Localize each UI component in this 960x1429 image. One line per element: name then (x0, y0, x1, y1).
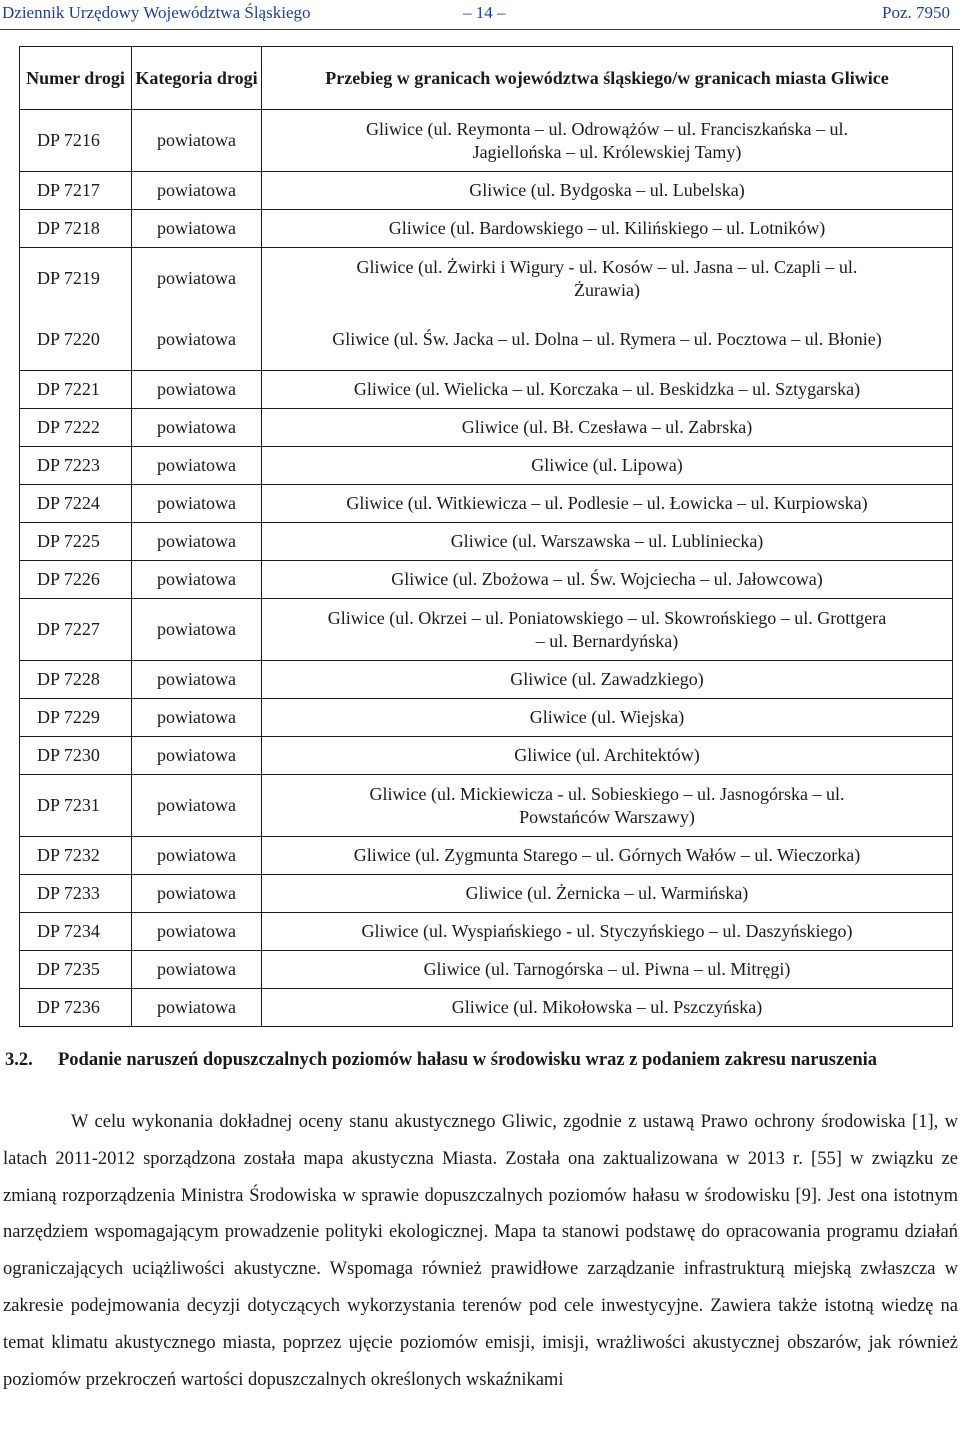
road-number: DP 7233 (20, 875, 132, 913)
road-route: Gliwice (ul. Bardowskiego – ul. Kilińskiego – ul. Lotników) (262, 210, 953, 248)
road-category: powiatowa (132, 523, 262, 561)
road-number: DP 7234 (20, 913, 132, 951)
table-row (20, 599, 953, 661)
table-row (20, 837, 953, 875)
road-number: DP 7230 (20, 737, 132, 775)
table-row (20, 409, 953, 447)
road-route: Gliwice (ul. Wiejska) (262, 699, 953, 737)
table-row (20, 737, 953, 775)
road-number: DP 7217 (20, 172, 132, 210)
road-category: powiatowa (132, 110, 262, 172)
road-number: DP 7219 (20, 248, 132, 310)
road-category: powiatowa (132, 837, 262, 875)
road-number: DP 7226 (20, 561, 132, 599)
table-row (20, 561, 953, 599)
road-route: Gliwice (ul. Wyspiańskiego - ul. Styczyńskiego – ul. Daszyńskiego) (262, 913, 953, 951)
road-route: Gliwice (ul. Lipowa) (262, 447, 953, 485)
road-number: DP 7232 (20, 837, 132, 875)
road-route: Gliwice (ul. Warszawska – ul. Lubliniecka) (262, 523, 953, 561)
road-category: powiatowa (132, 737, 262, 775)
table-row (20, 775, 953, 837)
road-route: Gliwice (ul. Mickiewicza - ul. Sobieskiego – ul. Jasnogórska – ul. Powstańców Warszawy) (262, 775, 953, 837)
table-row (20, 447, 953, 485)
table-row (20, 989, 953, 1027)
road-number: DP 7235 (20, 951, 132, 989)
table-row (20, 371, 953, 409)
table-row (20, 661, 953, 699)
table-row (20, 951, 953, 989)
road-number: DP 7225 (20, 523, 132, 561)
road-number: DP 7222 (20, 409, 132, 447)
road-category: powiatowa (132, 309, 262, 371)
table-row (20, 875, 953, 913)
road-category: powiatowa (132, 371, 262, 409)
road-route: Gliwice (ul. Bydgoska – ul. Lubelska) (262, 172, 953, 210)
table-row (20, 913, 953, 951)
road-route: Gliwice (ul. Św. Jacka – ul. Dolna – ul. Rymera – ul. Pocztowa – ul. Błonie) (262, 309, 953, 371)
road-category: powiatowa (132, 699, 262, 737)
road-number: DP 7236 (20, 989, 132, 1027)
road-category: powiatowa (132, 172, 262, 210)
column-header-route: Przebieg w granicach województwa śląskiego/w granicach miasta Gliwice (262, 47, 953, 110)
column-header-category: Kategoria drogi (132, 47, 262, 110)
road-number: DP 7218 (20, 210, 132, 248)
road-route: Gliwice (ul. Wielicka – ul. Korczaka – ul. Beskidzka – ul. Sztygarska) (262, 371, 953, 409)
position-number: Poz. 7950 (882, 3, 950, 22)
road-category: powiatowa (132, 447, 262, 485)
table-row (20, 210, 953, 248)
road-number: DP 7228 (20, 661, 132, 699)
body-paragraph: W celu wykonania dokładnej oceny stanu akustycznego Gliwic, zgodnie z ustawą Prawo ochrony środowiska [1], w latach 2011-2012 sporządzona została mapa akustyczna Miasta. Została ona zaktualizowana w 2013 r. [55] w związku ze zmianą rozporządzenia Ministra Środowiska w sprawie dopuszczalnych poziomów hałasu w środowisku [9]. Jest ona istotnym narzędziem wspomagającym prowadzenie polityki ekologicznej. Mapa ta stanowi podstawę do opracowania programu działań ograniczających uciążliwości akustyczne. Wspomaga również prawidłowe zarządzanie infrastrukturą miejską zwłaszcza w zakresie podejmowania decyzji dotyczących wykorzystania terenów pod cele inwestycyjne. Zawiera także istotną wiedzę na temat klimatu akustycznego miasta, poprzez ujęcie poziomów emisji, imisji, wrażliwości akustycznej obszarów, jak również poziomów przekroczeń wartości dopuszczalnych określonych wskaźnikami (3, 1112, 958, 1390)
road-category: powiatowa (132, 248, 262, 310)
road-category: powiatowa (132, 210, 262, 248)
road-number: DP 7216 (20, 110, 132, 172)
column-header-number: Numer drogi (20, 47, 132, 110)
road-number: DP 7231 (20, 775, 132, 837)
table-row (20, 172, 953, 210)
table-row (20, 110, 953, 172)
road-category: powiatowa (132, 989, 262, 1027)
journal-title: Dziennik Urzędowy Województwa Śląskiego (2, 3, 311, 22)
road-category: powiatowa (132, 599, 262, 661)
page-number: – 14 – (463, 3, 506, 22)
table-row (20, 523, 953, 561)
table-row (20, 248, 953, 310)
road-category: powiatowa (132, 775, 262, 837)
road-category: powiatowa (132, 913, 262, 951)
road-route: Gliwice (ul. Zygmunta Starego – ul. Górnych Wałów – ul. Wieczorka) (262, 837, 953, 875)
road-route: Gliwice (ul. Zbożowa – ul. Św. Wojciecha – ul. Jałowcowa) (262, 561, 953, 599)
table-header-row (20, 47, 953, 110)
road-route: Gliwice (ul. Reymonta – ul. Odrowążów – ul. Franciszkańska – ul. Jagiellońska – ul. Królewskiej Tamy) (262, 110, 953, 172)
road-route: Gliwice (ul. Mikołowska – ul. Pszczyńska) (262, 989, 953, 1027)
road-route: Gliwice (ul. Architektów) (262, 737, 953, 775)
header-divider (0, 29, 960, 30)
road-route: Gliwice (ul. Żwirki i Wigury - ul. Kosów – ul. Jasna – ul. Czapli – ul. Żurawia) (262, 248, 953, 310)
road-number: DP 7227 (20, 599, 132, 661)
road-number: DP 7220 (20, 309, 132, 371)
road-number: DP 7221 (20, 371, 132, 409)
table-row (20, 485, 953, 523)
road-category: powiatowa (132, 485, 262, 523)
roads-table (19, 46, 953, 1027)
road-route: Gliwice (ul. Tarnogórska – ul. Piwna – ul. Mitręgi) (262, 951, 953, 989)
road-category: powiatowa (132, 875, 262, 913)
road-category: powiatowa (132, 661, 262, 699)
road-number: DP 7224 (20, 485, 132, 523)
road-category: powiatowa (132, 561, 262, 599)
road-category: powiatowa (132, 951, 262, 989)
table-row (20, 699, 953, 737)
table-row (20, 309, 953, 371)
road-route: Gliwice (ul. Żernicka – ul. Warmińska) (262, 875, 953, 913)
section-heading (5, 1048, 935, 1072)
road-route: Gliwice (ul. Zawadzkiego) (262, 661, 953, 699)
road-route: Gliwice (ul. Okrzei – ul. Poniatowskiego – ul. Skowrońskiego – ul. Grottgera – ul. Bernardyńska) (262, 599, 953, 661)
road-route: Gliwice (ul. Bł. Czesława – ul. Zabrska) (262, 409, 953, 447)
page-header (0, 0, 960, 30)
road-number: DP 7223 (20, 447, 132, 485)
section-title: Podanie naruszeń dopuszczalnych poziomów hałasu w środowisku wraz z podaniem zakresu naruszenia (58, 1050, 878, 1070)
road-route: Gliwice (ul. Witkiewicza – ul. Podlesie – ul. Łowicka – ul. Kurpiowska) (262, 485, 953, 523)
section-number: 3.2. (5, 1050, 33, 1070)
road-category: powiatowa (132, 409, 262, 447)
road-number: DP 7229 (20, 699, 132, 737)
